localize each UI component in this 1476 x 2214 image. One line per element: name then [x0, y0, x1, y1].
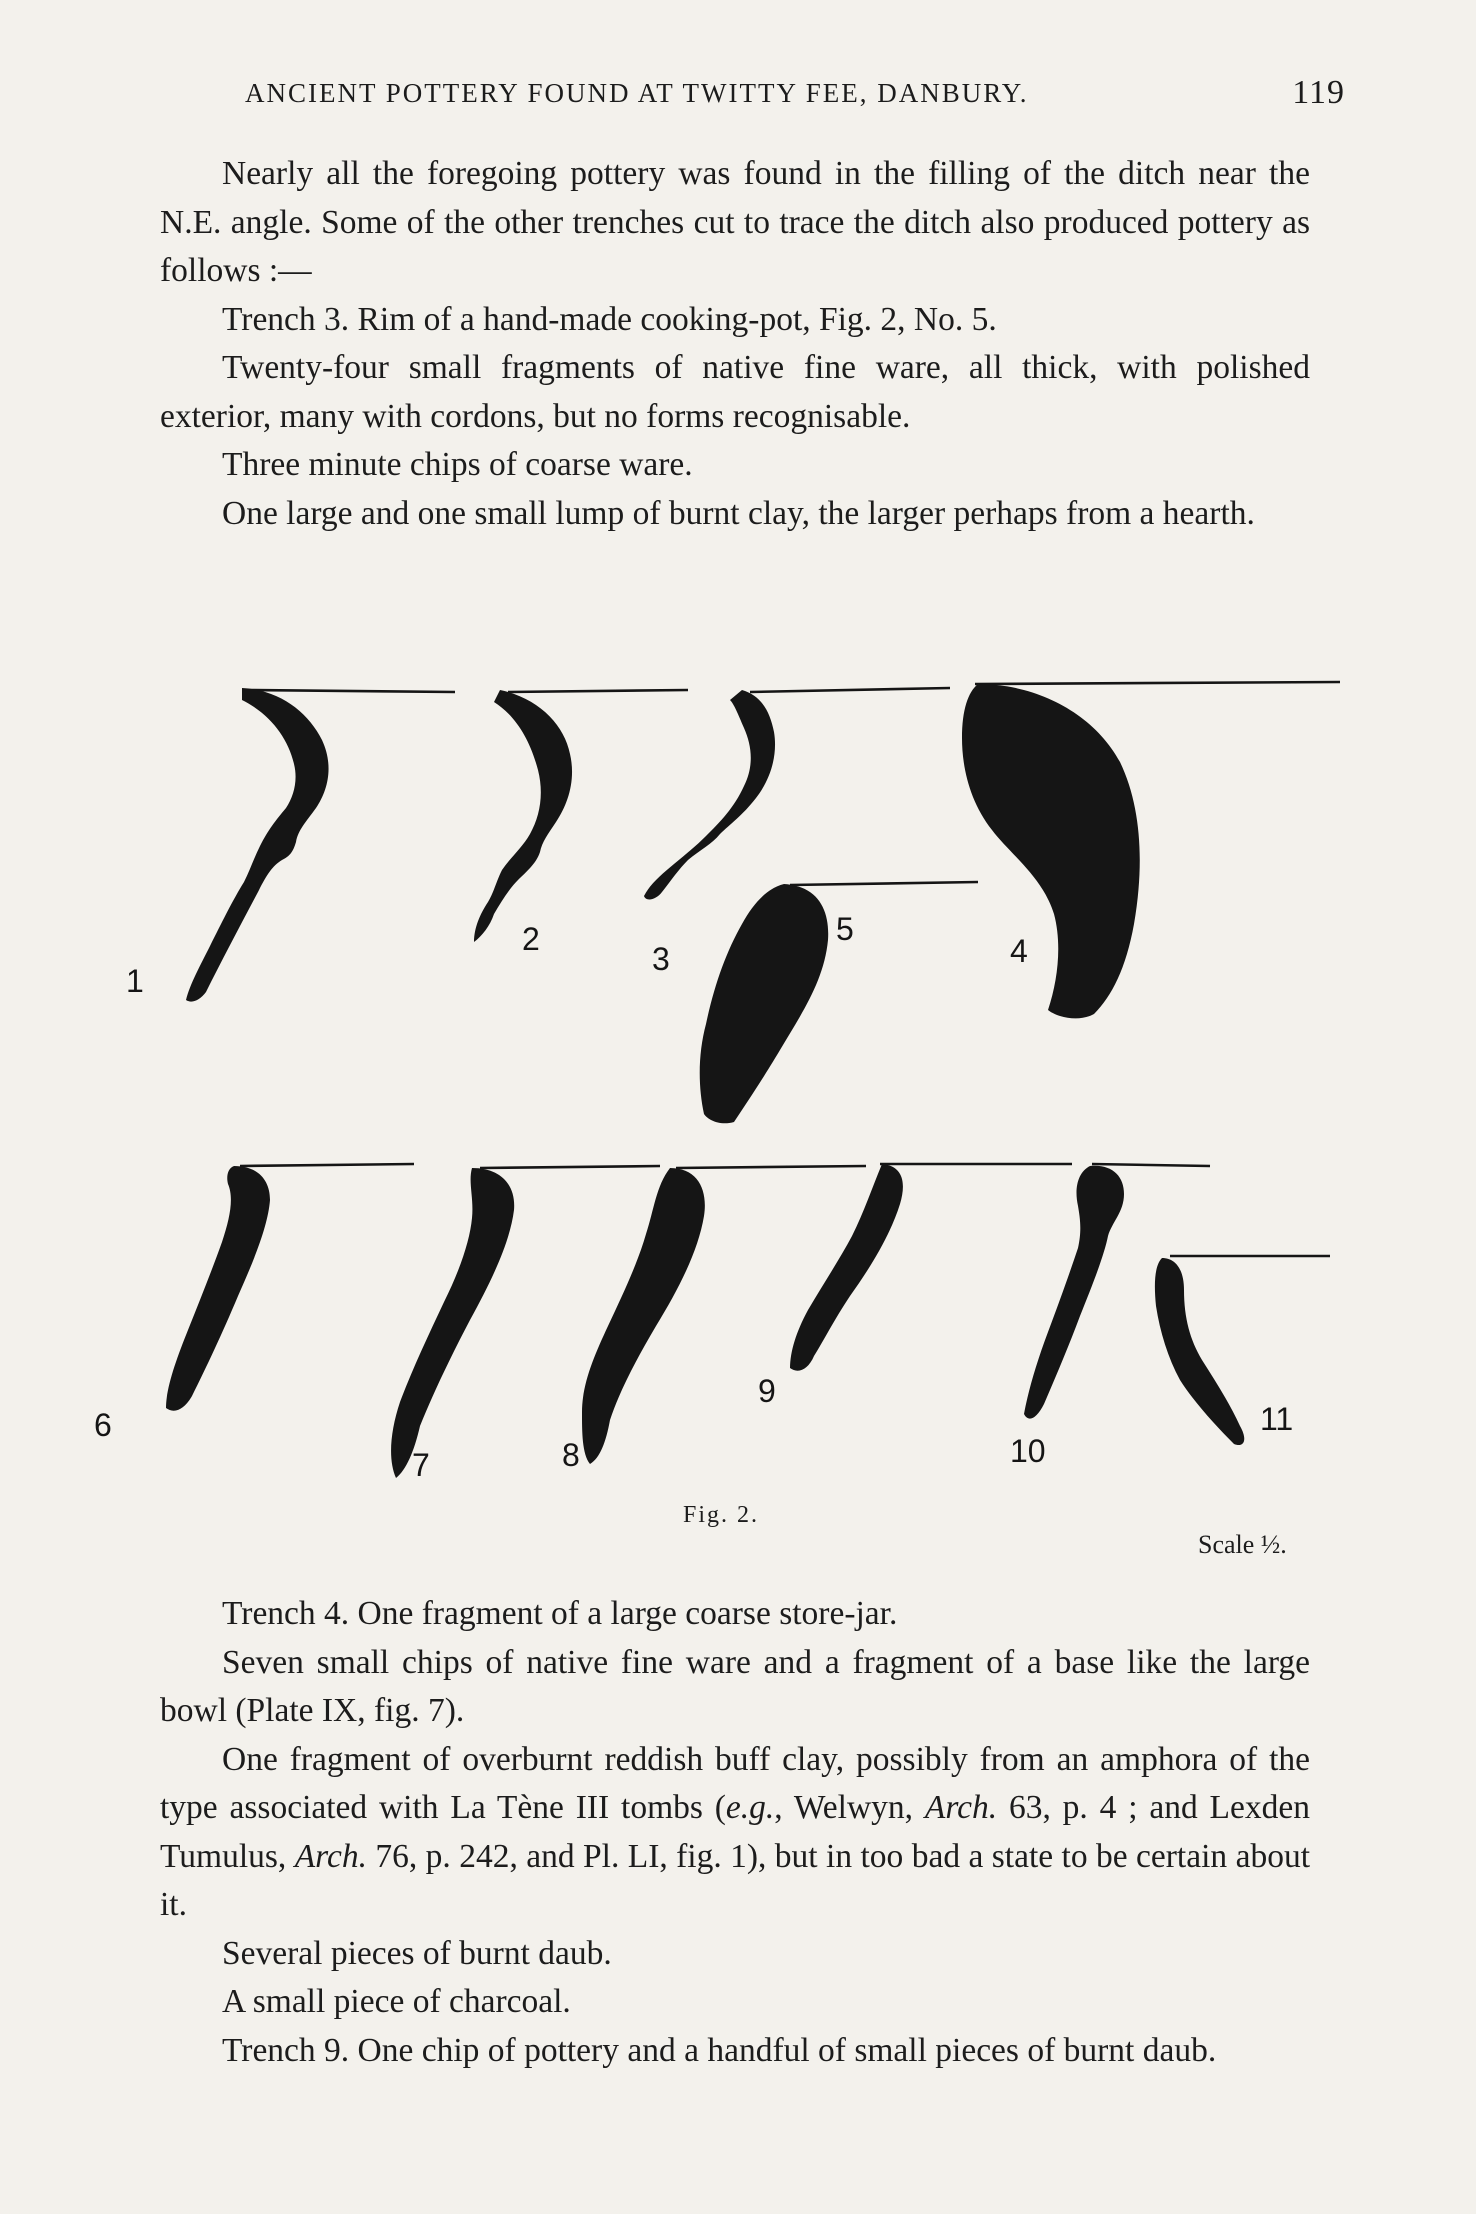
- page-number: 119: [1292, 74, 1345, 111]
- paragraph: One large and one small lump of burnt clay, the larger perhaps from a hearth.: [222, 494, 1255, 532]
- paragraph: Trench 9. One chip of pottery and a handful of small pieces of burnt daub.: [222, 2031, 1217, 2069]
- sherd-profile-3: [644, 690, 775, 899]
- rim-line-3: [750, 688, 950, 692]
- sherd-profile-11: [1155, 1258, 1244, 1445]
- italic-run: e.g.: [725, 1789, 775, 1826]
- paragraph: Nearly all the foregoing pottery was found in the filling of the ditch near the N.E. angle. Some of the other trenches cut to trace the ditch also produced pottery as follows :—: [160, 155, 1310, 289]
- paragraph: [160, 1736, 1310, 1930]
- paragraph: Seven small chips of native fine ware and a fragment of a base like the large bowl (Plate IX, fig. 7).: [160, 1643, 1310, 1729]
- sherd-profile-10: [1024, 1166, 1124, 1419]
- sherd-profile-7: [391, 1168, 514, 1478]
- paragraph: Several pieces of burnt daub.: [222, 1934, 612, 1972]
- pottery-profiles-drawing: [94, 670, 1350, 1550]
- figure-caption: Fig. 2.: [683, 1502, 760, 1528]
- figure-label-7: 7: [412, 1447, 430, 1483]
- rim-line-10: [1092, 1164, 1210, 1166]
- text-block-top: [160, 150, 1310, 538]
- pottery-profiles-figure: [94, 670, 1350, 1550]
- italic-run: Arch.: [294, 1837, 367, 1875]
- rim-line-6: [240, 1164, 414, 1166]
- figure-label-10: 10: [1010, 1433, 1046, 1469]
- figure-label-2: 2: [522, 921, 540, 957]
- sherd-profile-9: [790, 1164, 903, 1371]
- italic-run: Arch.: [924, 1789, 998, 1826]
- running-head-title: ANCIENT POTTERY FOUND AT TWITTY FEE, DANBURY.: [245, 78, 1029, 108]
- figure-label-8: 8: [562, 1437, 580, 1473]
- rim-line-4: [975, 682, 1340, 684]
- rim-line-7: [480, 1166, 660, 1168]
- text-run: 63, p. 4 ; and Lexden Tumulus,: [160, 1789, 1310, 1875]
- paragraph: Three minute chips of coarse ware.: [222, 446, 693, 483]
- figure-scale: Scale ½.: [1198, 1530, 1287, 1559]
- figure-label-11: 11: [1260, 1401, 1294, 1437]
- text-run: One fragment of overburnt reddish buff clay, possibly from an amphora of the type associated with La Tène III tombs (: [160, 1740, 1310, 1826]
- text-block-bottom: [160, 1590, 1310, 2075]
- sherd-profile-1: [186, 688, 329, 1002]
- figure-label-5: 5: [836, 911, 854, 947]
- running-head: [245, 74, 1345, 111]
- figure-label-3: 3: [652, 941, 670, 977]
- sherd-profile-2: [474, 690, 572, 942]
- sherd-profile-4: [962, 684, 1140, 1018]
- rim-line-8: [676, 1166, 866, 1168]
- figure-label-1: 1: [126, 963, 144, 999]
- rim-line-5: [790, 882, 978, 885]
- sherd-profile-6: [166, 1166, 270, 1411]
- paragraph: Trench 3. Rim of a hand-made cooking-pot, Fig. 2, No. 5.: [222, 300, 997, 338]
- figure-label-9: 9: [758, 1373, 776, 1409]
- sherd-profile-5: [700, 884, 828, 1123]
- paragraph: A small piece of charcoal.: [222, 1983, 571, 2020]
- paragraph: Trench 4. One fragment of a large coarse store-jar.: [222, 1595, 898, 1632]
- rim-line-2: [508, 690, 688, 692]
- figure-label-4: 4: [1010, 933, 1028, 969]
- text-run: , Welwyn,: [774, 1789, 925, 1826]
- sherd-profile-8: [582, 1168, 705, 1464]
- figure-label-6: 6: [94, 1407, 112, 1443]
- text-run: 76, p. 242, and Pl. LI, fig. 1), but in too bad a state to be certain about it.: [160, 1837, 1310, 1923]
- rim-line-1: [248, 690, 455, 692]
- paragraph: Twenty-four small fragments of native fine ware, all thick, with polished exterior, many with cordons, but no forms recognisable.: [160, 349, 1310, 435]
